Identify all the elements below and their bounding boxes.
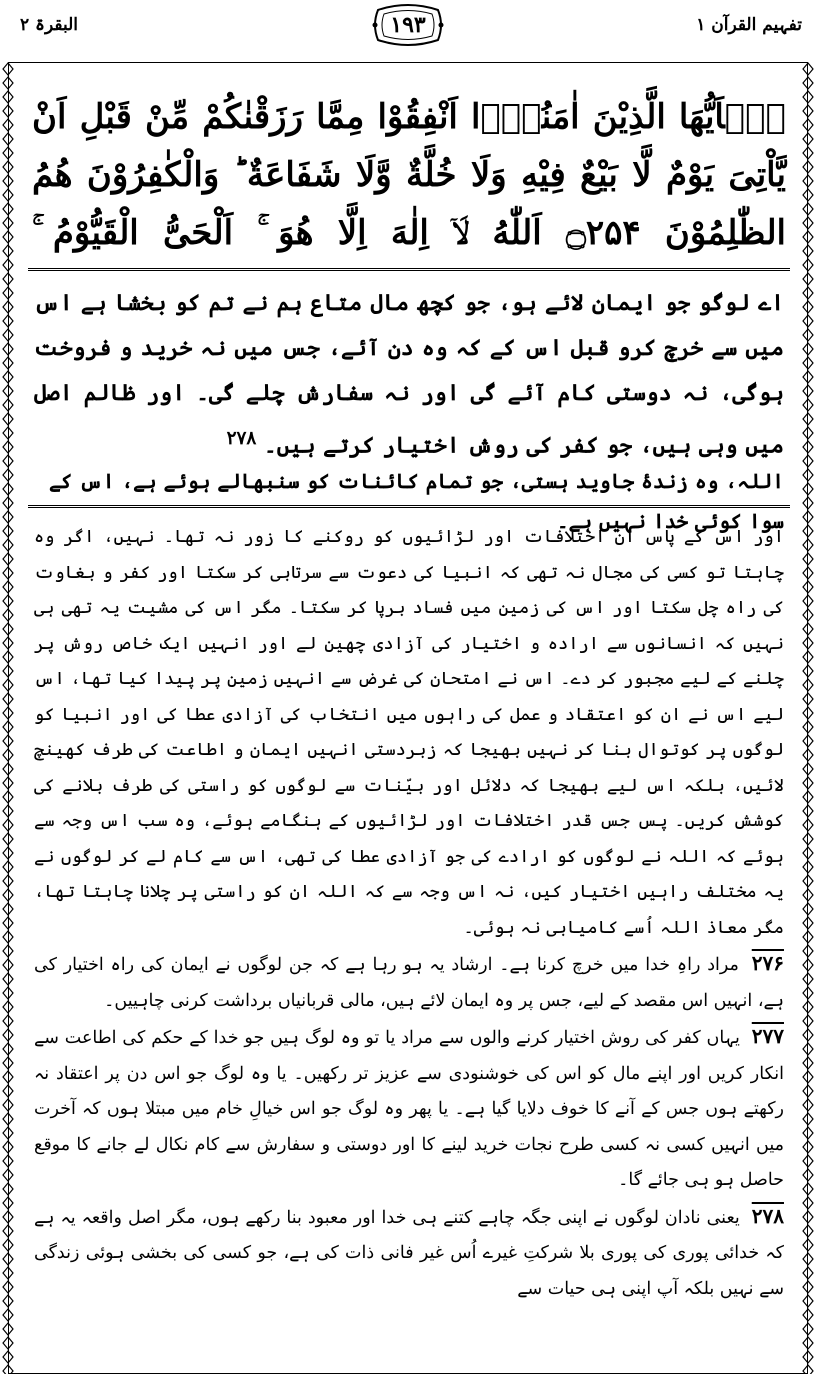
book-title: تفہیم القرآن ۱: [696, 15, 802, 35]
commentary-paragraph: [34, 946, 784, 1019]
note-number: ۲۷۸: [751, 1203, 784, 1228]
divider: [28, 268, 790, 271]
commentary-paragraph: [34, 1199, 784, 1308]
commentary-text: یعنی نادان لوگوں نے اپنی جگہ چاہے کتنے ہی خدا اور معبود بنا رکھے ہوں، مگر اصل واقعہ یہ ہے کہ خدائی پوری کی پوری بلا شرکتِ غیرے اُس غیر فانی ذات کی ہے، جو کسی کی بخشی ہوئی زندگی سے نہیں بلکہ آپ اپنی ہی حیات سے: [34, 1207, 784, 1299]
arabic-ayah: یٰۤاَیُّهَا الَّذِیْنَ اٰمَنُوْۤا اَنْفِقُوْا مِمَّا رَزَقْنٰكُمْ مِّنْ قَبْلِ اَنْ یَّاْتِیَ یَوْمٌ لَّا بَیْعٌ فِیْهِ وَلَا خُلَّةٌ وَّلَا شَفَاعَةٌ ؕ وَالْكٰفِرُوْنَ هُمُ الظّٰلِمُوْنَ ۝۲۵۴ اَللّٰهُ لَاۤ اِلٰهَ اِلَّا هُوَ ۚ اَلْحَیُّ الْقَیُّوْمُ ۚ: [32, 97, 786, 253]
commentary-text: اور اس کے پاس ان اختلافات اور لڑائیوں کو روکنے کا زور نہ تھا۔ نہیں، اگر وہ چاہتا تو کسی کی مجال نہ تھی کہ انبیا کی دعوت سے سرتابی کر سکتا اور کفر و بغاوت کی راہ چل سکتا اور اس کی زمین میں فساد برپا کر سکتا۔ مگر اس کی مشیت یہ تھی ہی نہیں کہ انسانوں سے ارادہ و اختیار کی آزادی چھین لے اور انہیں ایک خاص روش پر چلنے کے لیے مجبور کر دے۔ اس نے امتحان کی غرض سے انہیں زمین پر پیدا کیا تھا، اس لیے اس نے ان کو اعتقاد و عمل کی راہوں میں انتخاب کی آزادی عطا کی اور انبیا کو لوگوں پر کوتوال بنا کر نہیں بھیجا کہ زبردستی انہیں ایمان و اطاعت کی طرف کھینچ لائیں، بلکہ اس لیے بھیجا کہ دلائل اور بیّنات سے لوگوں کو راستی کی طرف بلانے کی کوشش کریں۔ پس جس قدر اختلافات اور لڑائیوں کے ہنگامے ہوئے، وہ سب اس وجہ سے ہوئے کہ اللہ نے لوگوں کو ارادے کی جو آزادی عطا کی تھی، اس سے کام لے کر لوگوں نے یہ مختلف راہیں اختیار کیں، نہ اس وجہ سے کہ اللہ ان کو راستی پر چلانا چاہتا تھا، مگر معاذ اللہ اُسے کامیابی نہ ہوئی۔: [34, 527, 784, 938]
page-number: ۱۹۳: [390, 12, 426, 38]
translation-second-line: اللہ، وہ زندۂ جاوید ہستی، جو تمام کائنات کو سنبھالے ہوئے ہے، اس کے سوا کوئی خدا نہیں ہے۔: [48, 469, 784, 533]
commentary: [28, 514, 790, 1300]
commentary-text: یہاں کفر کی روش اختیار کرنے والوں سے مراد یا تو وہ لوگ ہیں جو خدا کے حکم کی اطاعت سے انکار کریں اور اپنے مال کو اس کی خوشنودی سے عزیز تر رکھیں۔ یا وہ لوگ جو اس دن پر اعتقاد نہ رکھتے ہوں جس کے آنے کا خوف دلایا گیا ہے۔ یا پھر وہ لوگ جو اس خیالِ خام میں مبتلا ہوں کہ آخرت میں انہیں کسی نہ کسی طرح نجات خرید لینے کا اور دوستی و سفارش سے کام نکال لے جانے کا موقع حاصل ہو ہی جائے گا۔: [34, 1028, 784, 1190]
commentary-text: مراد راہِ خدا میں خرچ کرنا ہے۔ ارشاد یہ ہو رہا ہے کہ جن لوگوں نے ایمان کی راہ اختیار کی ہے، انہیں اس مقصد کے لیے، جس پر وہ ایمان لائے ہیں، مالی قربانیاں برداشت کرنی چاہییں۔: [34, 955, 784, 1011]
footnote-ref: ۲۷۸: [226, 428, 257, 449]
translation-text: اے لوگو جو ایمان لائے ہو، جو کچھ مال متاع ہم نے تم کو بخشا ہے اس میں سے خرچ کرو قبل اس کے کہ وہ دن آئے، جس میں نہ خرید و فروخت ہوگی، نہ دوستی کام آئے گی اور نہ سفارش چلے گی۔ اور ظالم اصل میں وہی ہیں، جو کفر کی روش اختیار کرتے ہیں۔: [34, 290, 784, 459]
note-number: ۲۷۶: [751, 951, 784, 975]
surah-name: البقرۃ ۲: [20, 15, 79, 35]
page-header: [0, 0, 816, 62]
commentary-paragraph: [34, 1019, 784, 1199]
page-content: [28, 70, 790, 1300]
commentary-paragraph: [34, 520, 784, 946]
urdu-translation: [28, 277, 790, 461]
page-number-ornament: [372, 4, 444, 46]
note-number: ۲۷۷: [751, 1024, 784, 1048]
